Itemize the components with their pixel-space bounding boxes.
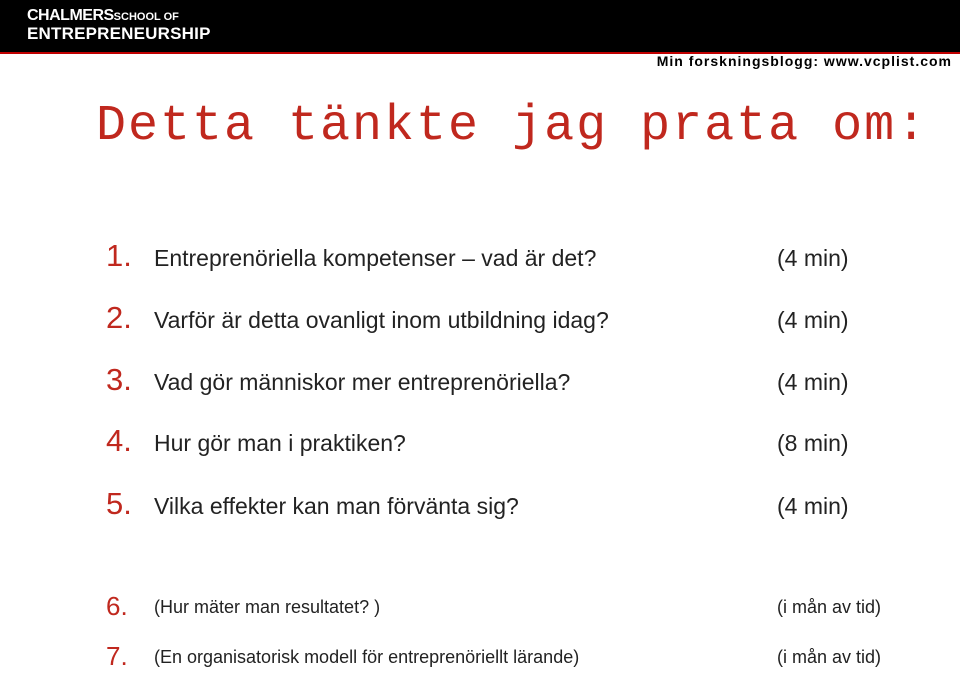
item-text: Hur gör man i praktiken? xyxy=(154,430,406,456)
item-text: (En organisatorisk modell för entreprenöriellt lärande) xyxy=(154,647,580,667)
agenda-item xyxy=(0,238,960,278)
item-number: 2. xyxy=(106,300,132,335)
item-number: 1. xyxy=(106,238,132,273)
blog-link: Min forskningsblogg: www.vcplist.com xyxy=(656,53,952,69)
agenda-extra-item xyxy=(0,641,960,681)
agenda-item xyxy=(0,300,960,340)
slide-title: Detta tänkte jag prata om: xyxy=(96,98,929,155)
logo-chalmers: CHALMERS xyxy=(27,7,114,24)
item-number: 5. xyxy=(106,486,132,521)
item-number: 3. xyxy=(106,362,132,397)
item-text: Vilka effekter kan man förvänta sig? xyxy=(154,493,519,519)
item-number: 6. xyxy=(106,591,128,621)
item-time: (4 min) xyxy=(777,493,849,519)
item-time: (8 min) xyxy=(777,430,849,456)
item-number: 4. xyxy=(106,423,132,458)
logo-entrepreneurship: ENTREPRENEURSHIP xyxy=(27,24,211,43)
item-time: (4 min) xyxy=(777,307,849,333)
logo-school-of: SCHOOL OF xyxy=(113,11,179,23)
agenda-extra-item xyxy=(0,591,960,631)
item-time: (i mån av tid) xyxy=(777,597,882,617)
item-text: Vad gör människor mer entreprenöriella? xyxy=(154,369,571,395)
agenda-item xyxy=(0,362,960,402)
item-time: (4 min) xyxy=(777,369,849,395)
item-time: (4 min) xyxy=(777,245,849,271)
item-number: 7. xyxy=(106,641,128,671)
item-time: (i mån av tid) xyxy=(777,647,882,667)
item-text: (Hur mäter man resultatet? ) xyxy=(154,597,381,617)
item-text: Entreprenöriella kompetenser – vad är det? xyxy=(154,245,597,271)
agenda-item xyxy=(0,486,960,526)
agenda-item xyxy=(0,423,960,463)
item-text: Varför är detta ovanligt inom utbildning idag? xyxy=(154,307,609,333)
